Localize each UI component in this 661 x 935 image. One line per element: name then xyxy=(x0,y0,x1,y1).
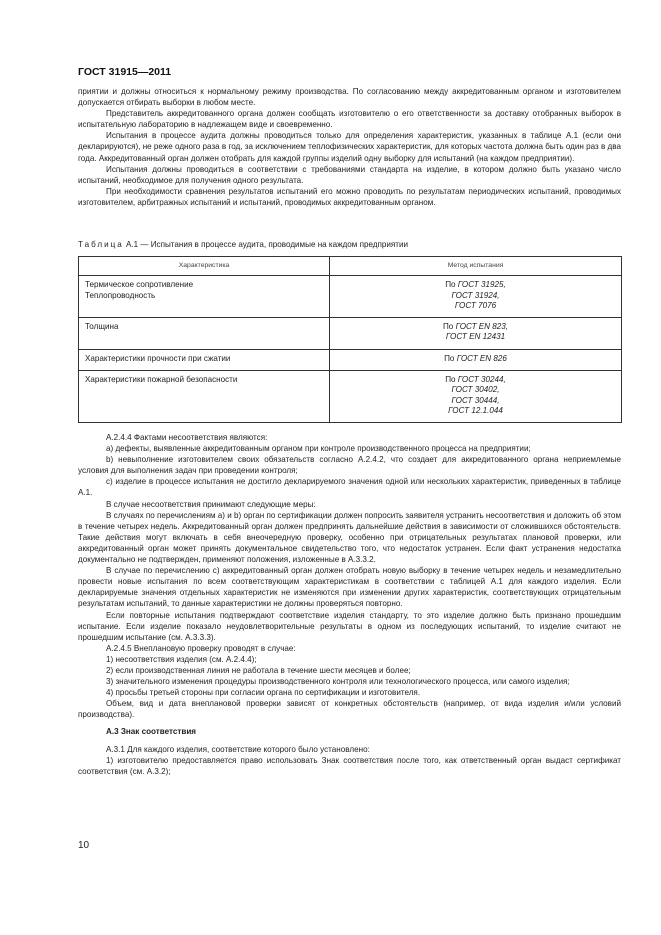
table-row xyxy=(79,371,622,423)
method-standard: ГОСТ 12.1.044 xyxy=(448,405,503,415)
method-standard: ГОСТ EN 823, xyxy=(455,322,509,332)
characteristic-cell: Толщина xyxy=(79,318,330,350)
method-prefix: По xyxy=(442,322,456,332)
tests-table xyxy=(78,256,622,423)
method-cell xyxy=(330,318,622,350)
intro-text xyxy=(78,86,621,208)
table-row xyxy=(79,318,622,350)
list-item: b) невыполнение изготовителем своих обязательств согласно А.2.4.2, что создает для аккредитованного органа неприемлемые условия для выполнения задач при проведении контроля; xyxy=(78,455,621,476)
method-standard: ГОСТ 31924, xyxy=(451,290,500,300)
paragraph: А.2.4.4 Фактами несоответствия являются: xyxy=(106,433,268,442)
paragraph: А.3.1 Для каждого изделия, соответствие которого было установлено: xyxy=(106,744,370,754)
table-caption xyxy=(78,240,408,249)
method-standard: ГОСТ 30444, xyxy=(451,395,500,405)
cell-line xyxy=(336,280,615,290)
method-standard: ГОСТ EN 12431 xyxy=(445,332,506,342)
paragraph: Если повторные испытания подтверждают соответствие изделия стандарту, то это изделие должно быть признано прошедшим испытание. Если изделие показало неудовлетворительные результаты в одном из последующих испытаний, то изделие считают не прошедшим испытание (см. А.3.3.3). xyxy=(78,610,621,642)
paragraph: Испытания в процессе аудита должны проводиться только для определения характеристик, указанных в таблице А.1 (если они декларируются), не реже одного раза в год, за исключением теплофизических характеристик, для которых частота должна быть один раз в два года. Аккредитованный орган должен отобрать для каждой группы изделий одну выборку для испытаний (на каждом предприятии). xyxy=(78,131,621,163)
table-row xyxy=(79,349,622,370)
paragraph: В случае несоответствия принимают следующие меры: xyxy=(106,499,316,509)
method-standard: ГОСТ 30244, xyxy=(457,375,506,385)
list-item: 4) просьбы третьей стороны при согласии органа по сертификации и изготовителя. xyxy=(106,688,421,698)
paragraph: Объем, вид и дата внеплановой проверки зависят от конкретных обстоятельств (например, от вида изделия и/или условий производства). xyxy=(78,699,621,720)
method-prefix: По xyxy=(444,353,457,363)
table-row xyxy=(79,276,622,318)
method-cell xyxy=(330,349,622,370)
paragraph: Представитель аккредитованного органа должен сообщать изготовителю о его ответственности за доставку отобранных выборок в испытательную лабораторию в надлежащем виде и своевременно. xyxy=(78,109,621,130)
table-caption-text: А.1 — Испытания в процессе аудита, проводимые на каждом предприятии xyxy=(123,240,409,249)
column-header-characteristic: Характеристика xyxy=(79,257,330,276)
list-item: 1) несоответствия изделия (см. А.2.4.4); xyxy=(106,654,257,664)
list-item: 2) если производственная линия не работала в течение шести месяцев и более; xyxy=(106,665,411,675)
paragraph: А.2.4.5 Внеплановую проверку проводят в случае: xyxy=(106,643,296,653)
cell-line: Термическое сопротивление xyxy=(85,280,194,290)
method-prefix: По xyxy=(445,375,458,385)
paragraph: При необходимости сравнения результатов испытаний его можно проводить по результатам периодических испытаний, проводимых изготовителем, арбитражных испытаний и испытаний, проводимых аккредитованным органом. xyxy=(78,186,621,207)
method-cell xyxy=(330,276,622,318)
characteristic-cell: Характеристики прочности при сжатии xyxy=(79,349,330,370)
characteristic-cell xyxy=(79,276,330,318)
page-number: 10 xyxy=(78,840,90,851)
paragraph: приятии и должны относиться к нормальному режиму производства. По согласованию между аккредитованным органом и изготовителем допускается отбирать выборки в любом месте. xyxy=(78,87,621,108)
characteristic-cell: Характеристики пожарной безопасности xyxy=(79,371,330,423)
method-standard: ГОСТ EN 826 xyxy=(456,353,507,363)
document-code-header: ГОСТ 31915—2011 xyxy=(78,66,172,78)
paragraph: В случае по перечислению с) аккредитованный орган должен отобрать новую выборку в течение четырех недель и незамедлительно провести новые испытания по всем соответствующим характеристикам в соответствии с таблицей А.1 для каждого изделия. Если декларируемые значения отдельных характеристик не изменяются при изменении других характеристик, соответствующих отрицательным результатам испытаний, то данные характеристики не должны проверяться повторно. xyxy=(78,566,621,609)
paragraph: В случаях по перечислениям а) и b) орган по сертификации должен попросить заявителя устранить несоответствия и доложить об этом в течение четырех недель. Аккредитованный орган должен предпринять дальнейшие действия в зависимости от сложившихся обстоятельств. Такие действия могут включать в себя внеочередную проверку, особенно при отрицательных результатах плановой проверки, или аккредитованный орган может принять документальное свидетельство того, что недостаток устранен. Если факт устранения недостатка документально не подтвержден, применяют положения, изложенные в А.3.3.2. xyxy=(78,510,622,565)
list-item: c) изделие в процессе испытания не достигло декларируемого значения одной или нескольких характеристик, приведенных в таблице А.1. xyxy=(78,477,621,498)
method-prefix: По xyxy=(445,280,458,290)
column-header-method: Метод испытания xyxy=(330,257,622,276)
list-item: a) дефекты, выявленные аккредитованным органом при контроле производственного процесса на предприятии; xyxy=(106,444,531,454)
method-cell xyxy=(330,371,622,423)
cell-line xyxy=(336,322,615,332)
method-standard: ГОСТ 30402, xyxy=(451,385,500,395)
method-standard: ГОСТ 7076 xyxy=(454,300,497,310)
method-standard: ГОСТ 31925, xyxy=(457,280,506,290)
table-header-row xyxy=(79,257,622,276)
table-caption-label: Таблица xyxy=(78,240,124,249)
list-item: 1) изготовителю предоставляется право использовать Знак соответствия после того, как ответственный орган выдаст сертификат соответствия (см. А.3.2); xyxy=(78,755,621,776)
cell-line: Теплопроводность xyxy=(85,290,156,300)
section-heading: А.3 Знак соответствия xyxy=(106,727,197,737)
body-text xyxy=(78,432,621,777)
paragraph: Испытания должны проводиться в соответствии с требованиями стандарта на изделие, в котором должно быть указано число испытаний, необходимое для получения одного результата. xyxy=(78,164,621,185)
list-item: 3) значительного изменения процедуры производственного контроля или технологического процесса, или самого изделия; xyxy=(106,677,570,687)
cell-line xyxy=(336,375,615,385)
